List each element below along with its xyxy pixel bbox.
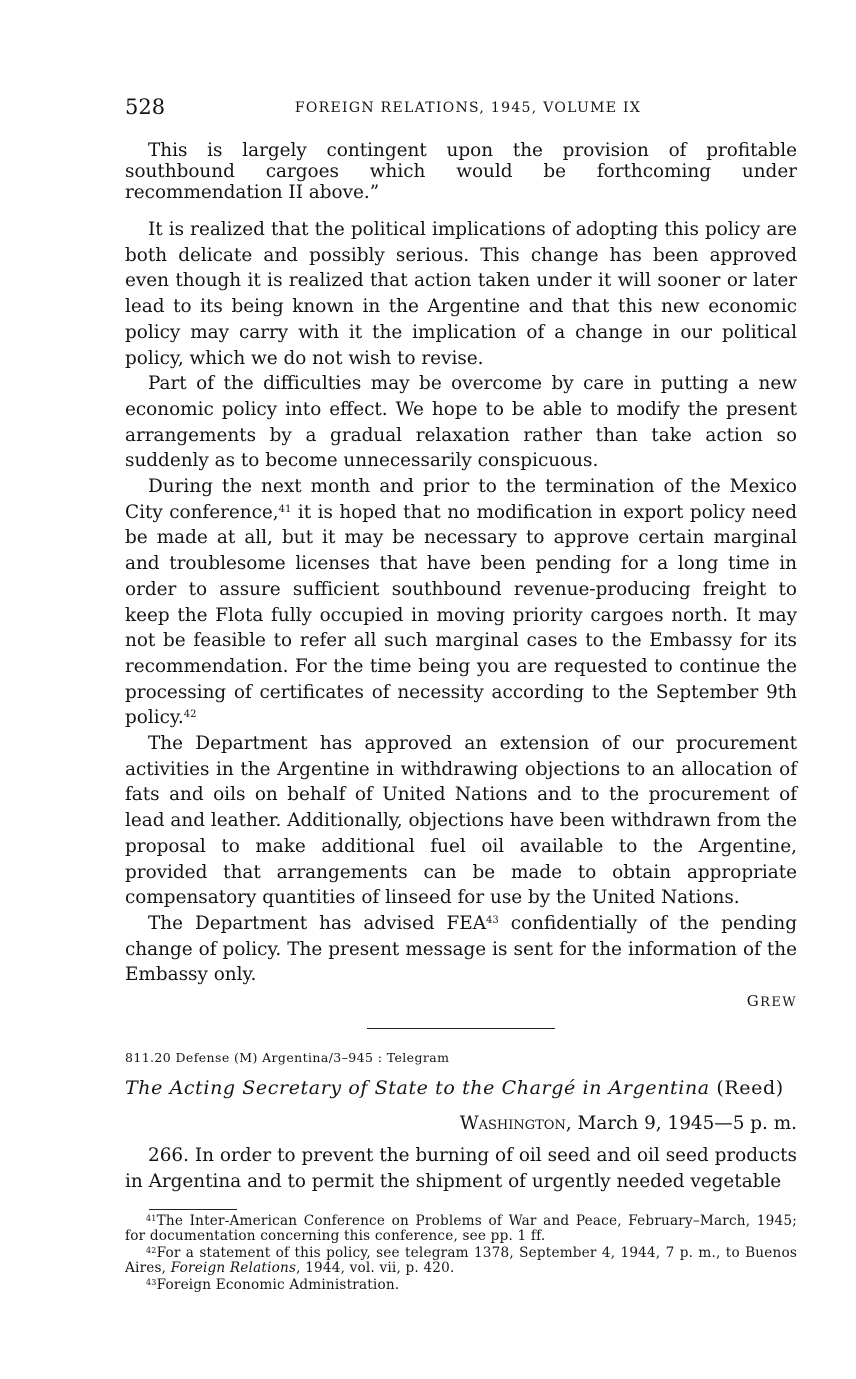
- paragraph-difficulties: Part of the difficulties may be overcome by care in putting a new economic policy into effect. We hope to be able to modify the present arrangements by a gradual relaxation rather than take action so suddenly as to become unnecessarily conspicuous.: [125, 373, 797, 472]
- footnote-41: [125, 1214, 797, 1245]
- paragraph-text: confidentially of the pending change of policy. The present message is sent for the information of the Embassy only.: [125, 912, 797, 986]
- document-title: [125, 1077, 797, 1099]
- footnote-ref-43[interactable]: 43: [486, 914, 499, 926]
- paragraph-text: During the next month and prior to the termination of the Mexico City conference,: [125, 476, 797, 523]
- file-number: 811.20 Defense (M) Argentina/3–945 : Telegram: [125, 1050, 450, 1066]
- footnote-43: [125, 1278, 797, 1294]
- footnote-42: [125, 1246, 797, 1277]
- page-number: 528: [125, 95, 166, 119]
- footnote-italic: Foreign Relations: [170, 1260, 297, 1276]
- paragraph-text: The Department has advised FEA: [148, 912, 487, 934]
- telegram-opening: 266. In order to prevent the burning of oil seed and oil seed products in Argentina and to permit the shipment of urgently needed vegetable: [125, 1145, 797, 1192]
- footnote-text: Foreign Economic Administration.: [156, 1276, 400, 1293]
- title-text: The Acting Secretary of State to the Chargé in Argentina: [125, 1077, 710, 1100]
- section-divider: [367, 1028, 555, 1029]
- footnote-text: The Inter-American Conference on Problems of War and Peace, February–March, 1945; for documentation concerning this conference, see pp. 1 ff.: [125, 1212, 797, 1244]
- footnote-divider: [149, 1209, 237, 1210]
- footnote-ref-41[interactable]: 41: [278, 503, 292, 515]
- page-body: [125, 140, 797, 1293]
- title-paren: (Reed): [716, 1077, 784, 1100]
- footnote-text: , 1944, vol. vii, p. 420.: [296, 1260, 455, 1276]
- footnote-ref-42[interactable]: 42: [183, 709, 197, 721]
- quoted-paragraph: This is largely contingent upon the provision of profitable southbound cargoes which would be forthcoming under recommendation II above.”: [125, 140, 797, 203]
- signature-initial: G: [746, 992, 761, 1011]
- paragraph-next-month: [125, 474, 797, 731]
- footnote-mark: 42: [146, 1245, 157, 1255]
- footnote-mark: 43: [146, 1277, 157, 1287]
- paragraph-fea: [125, 911, 797, 988]
- signature: [125, 992, 797, 1010]
- page-header: [125, 95, 797, 121]
- dateline-place: ASHINGTON: [478, 1118, 566, 1134]
- signature-rest: REW: [760, 995, 797, 1011]
- dateline: [125, 1113, 797, 1134]
- footnote-mark: 41: [146, 1213, 157, 1223]
- dateline-date: , March 9, 1945—5 p. m.: [565, 1113, 797, 1135]
- paragraph-procurement: The Department has approved an extension of our procurement activities in the Argentine in withdrawing objections to an allocation of fats and oils on behalf of United Nations and to the procurement of lead and leather. Additionally, objections have been withdrawn from the proposal to make additional fuel oil available to the Argentine, provided that arrangements can be made to obtain appropriate compensatory quantities of linseed for use by the United Nations.: [125, 733, 797, 909]
- dateline-cap: W: [459, 1113, 479, 1135]
- paragraph-political-implications: It is realized that the political implications of adopting this policy are both delicate and possibly serious. This change has been approved even though it is realized that action taken under it will sooner or later lead to its being known in the Argentine and that this new economic policy may carry with it the implication of a change in our political policy, which we do not wish to revise.: [125, 219, 797, 369]
- paragraph-text: it is hoped that no modification in export policy need be made at all, but it may be necessary to approve certain marginal and troublesome licenses that have been pending for a long time in order to assure sufficient southbound revenue-producing freight to keep the Flota fully occupied in moving priority cargoes north. It may not be feasible to refer all such marginal cases to the Embassy for its recommendation. For the time being you are requested to continue the processing of certificates of necessity according to the September 9th policy.: [125, 501, 797, 729]
- footnote-text: For a statement of this policy, see telegram 1378, September 4, 1944, 7 p. m., to Buenos Aires,: [125, 1244, 797, 1276]
- running-head: FOREIGN RELATIONS, 1945, VOLUME IX: [294, 100, 642, 116]
